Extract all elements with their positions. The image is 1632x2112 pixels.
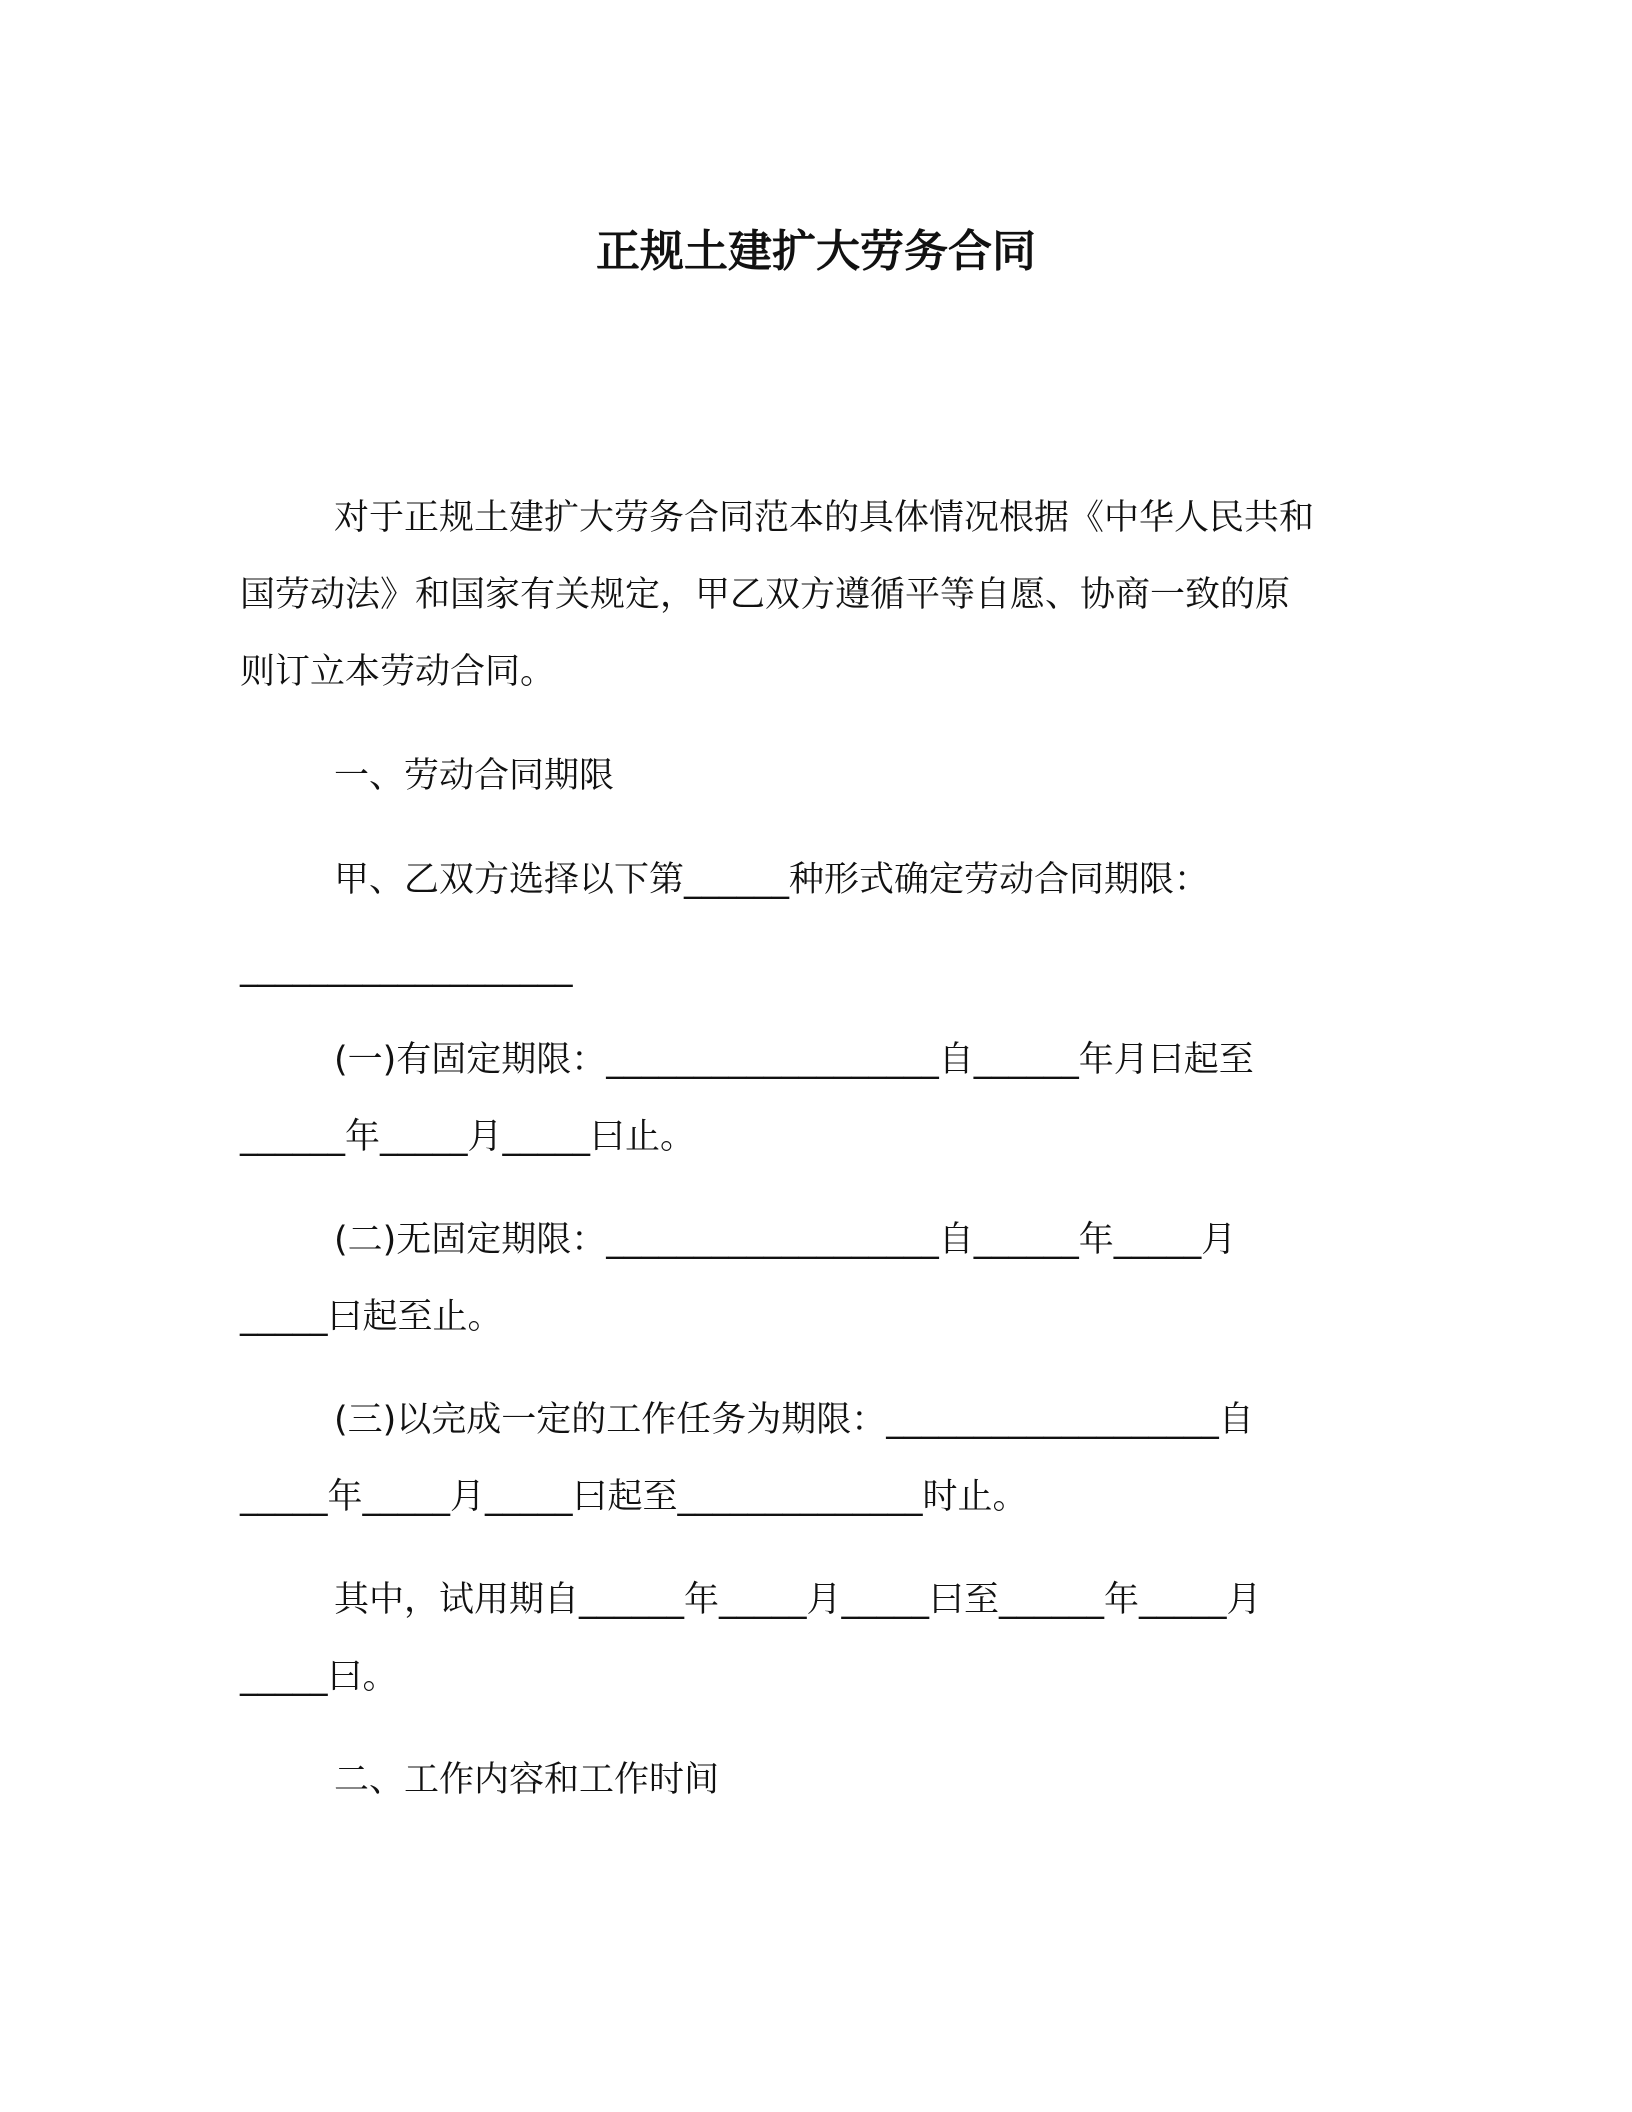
paragraph-line: 对于正规土建扩大劳务合同范本的具体情况根据《中华人民共和 bbox=[334, 498, 1315, 538]
paragraph-line: 其中，试用期自______年_____月_____曰至______年_____月 bbox=[334, 1580, 1262, 1620]
paragraph-line: _____年_____月_____曰起至______________时止。 bbox=[240, 1477, 1028, 1517]
paragraph-line: ______年_____月_____曰止。 bbox=[240, 1117, 696, 1157]
section-heading: 二、工作内容和工作时间 bbox=[334, 1760, 720, 1800]
document-title: 正规土建扩大劳务合同 bbox=[596, 226, 1036, 277]
blank-line: ___________________ bbox=[240, 948, 573, 988]
paragraph-line: 则订立本劳动合同。 bbox=[240, 652, 556, 692]
paragraph-line: (一)有固定期限：___________________自______年月曰起至 bbox=[334, 1040, 1254, 1080]
paragraph-line: (三)以完成一定的工作任务为期限：___________________自 bbox=[334, 1400, 1254, 1440]
paragraph-line: _____曰。 bbox=[240, 1657, 398, 1697]
section-heading: 一、劳动合同期限 bbox=[334, 756, 615, 796]
paragraph-line: (二)无固定期限：___________________自______年_____月 bbox=[334, 1220, 1237, 1260]
paragraph-line: _____曰起至止。 bbox=[240, 1297, 503, 1337]
paragraph-line: 甲、乙双方选择以下第______种形式确定劳动合同期限： bbox=[334, 860, 1210, 900]
paragraph-line: 国劳动法》和国家有关规定，甲乙双方遵循平等自愿、协商一致的原 bbox=[240, 575, 1291, 615]
